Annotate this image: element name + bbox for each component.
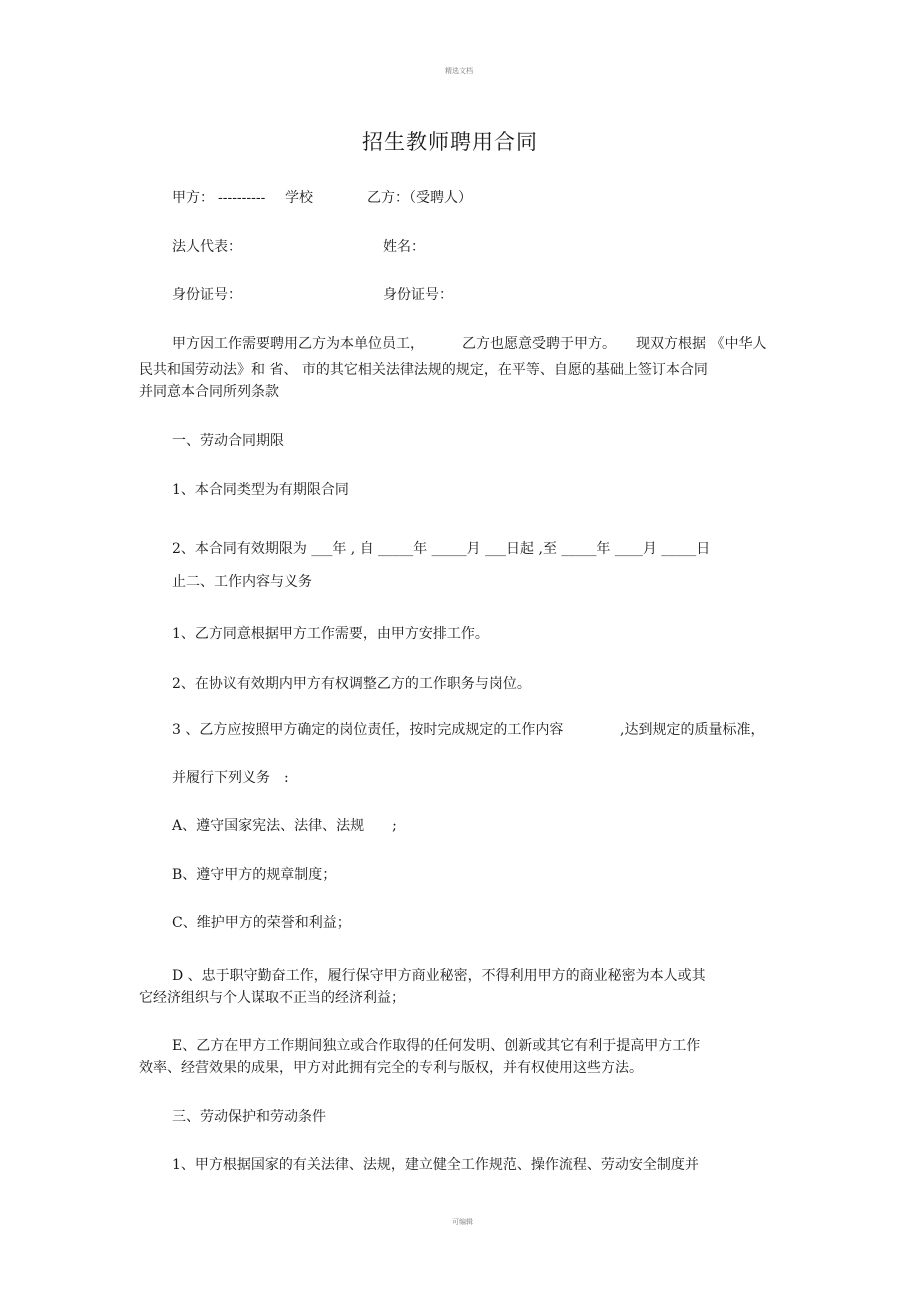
intro-line-2: 民共和国劳动法》和 省、 市的其它相关法律法规的规定，在平等、自愿的基础上签订本合同 (139, 362, 708, 378)
legal-representative-label: 法人代表： (172, 239, 242, 255)
duty-e-line-2: 效率、经营效果的成果，甲方对此拥有完全的专利与版权，并有权使用这些方法。 (139, 1060, 643, 1076)
section-2-item-1: 1、乙方同意根据甲方工作需要，由甲方安排工作。 (172, 626, 489, 642)
section-1-heading: 一、劳动合同期限 (172, 433, 284, 449)
duty-d-line-1: D 、忠于职守勤奋工作，履行保守甲方商业秘密，不得利用甲方的商业秘密为本人或其 (172, 968, 706, 984)
party-b-label: 乙方：（受聘人） (367, 190, 472, 206)
page-header: 精选文档 (445, 67, 473, 75)
section-3-item-1: 1、甲方根据国家的有关法律、法规，建立健全工作规范、操作流程、劳动安全制度并 (172, 1157, 699, 1173)
party-a-suffix: 学校 (285, 190, 313, 206)
intro-line-1a: 甲方因工作需要聘用乙方为本单位员工， (172, 336, 424, 352)
party-b-id-label: 身份证号： (383, 287, 453, 303)
section-2-item-3a: 3 、乙方应按照甲方确定的岗位责任，按时完成规定的工作内容 (172, 722, 564, 738)
page-footer: 可编辑 (452, 1218, 473, 1226)
section-2-item-3b: ,达到规定的质量标准， (620, 722, 765, 738)
intro-line-1b: 乙方也愿意受聘于甲方。 (462, 336, 616, 352)
duty-e-line-1: E、乙方在甲方工作期间独立或合作取得的任何发明、创新或其它有利于提高甲方工作 (172, 1038, 701, 1054)
contract-title: 招生教师聘用合同 (362, 130, 538, 154)
party-a-blank: ---------- (218, 190, 266, 206)
name-label: 姓名： (383, 239, 425, 255)
duty-b: B、遵守甲方的规章制度； (172, 867, 337, 883)
party-a-id-label: 身份证号： (172, 287, 242, 303)
duty-d-line-2: 它经济组织与个人谋取不正当的经济利益； (139, 990, 405, 1006)
section-1-item-2-continued: 止二、工作内容与义务 (172, 574, 312, 590)
section-3-heading: 三、劳动保护和劳动条件 (172, 1109, 326, 1125)
section-2-item-3-continued: 并履行下列义务 : (172, 770, 289, 786)
intro-line-3: 并同意本合同所列条款 (139, 384, 279, 400)
section-1-item-1: 1、本合同类型为有期限合同 (172, 482, 349, 498)
duty-c: C、维护甲方的荣誉和利益； (172, 915, 351, 931)
section-2-item-2: 2、在协议有效期内甲方有权调整乙方的工作职务与岗位。 (172, 676, 531, 692)
intro-line-1c: 现双方根据 《中华人 (636, 336, 767, 352)
section-1-item-2: 2、本合同有效期限为 ___年 , 自 _____年 _____月 ___日起 ,至 _____年 ____月 _____日 (172, 541, 711, 557)
duty-a: A、遵守国家宪法、法律、法规 ; (172, 818, 397, 834)
party-a-label: 甲方： (172, 190, 214, 206)
